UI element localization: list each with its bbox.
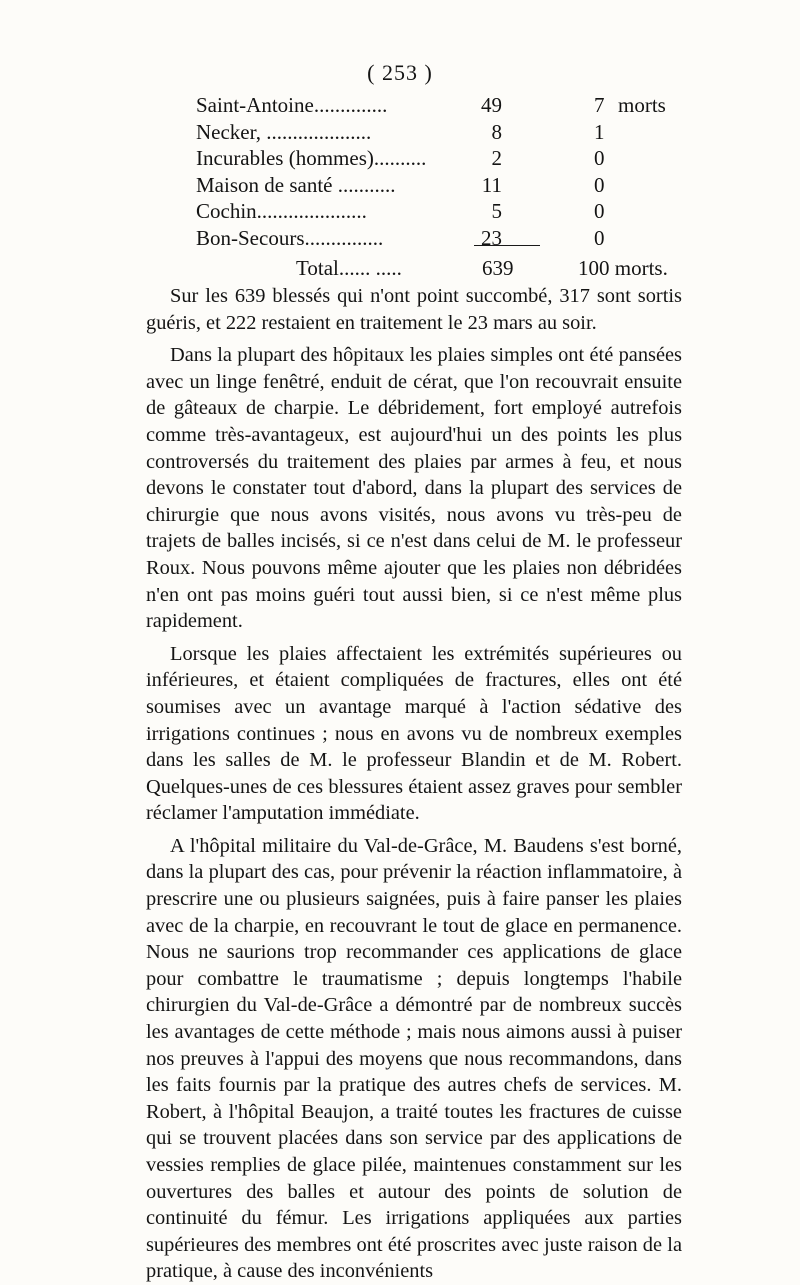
death-count: 0 bbox=[594, 146, 605, 170]
wounded-count: 11 bbox=[481, 172, 502, 197]
wounded-count: 23 bbox=[481, 225, 502, 250]
table-row bbox=[196, 145, 666, 172]
hospital-name: Necker, .................... bbox=[196, 119, 372, 144]
table-row bbox=[196, 198, 666, 225]
total-row bbox=[196, 256, 696, 282]
death-count: 0 bbox=[594, 225, 605, 250]
total-deaths: 100 morts. bbox=[578, 256, 668, 280]
paragraph: Dans la plupart des hôpitaux les plaies simples ont été pansées avec un linge fenêtré, enduit de cérat, que l'on recouvrait ensuite de gâteaux de charpie. Le débridement, fort employé autrefois comme très-avantageux, est aujourd'hui un des points les plus controversés du traitement des plaies par armes à feu, et nous devons le constater tout d'abord, dans la plupart des services de chirurgie que nous avons visités, nous avons vu très-peu de trajets de balles incisés, si ce n'est dans celui de M. le professeur Roux. Nous pouvons même ajouter que les plaies non débridées n'en ont pas moins guéri tout aussi bien, si ce n'est même plus rapidement. bbox=[146, 344, 682, 633]
page-number: ( 253 ) bbox=[367, 60, 433, 85]
hospital-name: Bon-Secours............... bbox=[196, 225, 384, 250]
table-row bbox=[196, 119, 666, 146]
hospital-name: Saint-Antoine.............. bbox=[196, 93, 388, 117]
death-count: 1 bbox=[594, 119, 605, 144]
wounded-count: 5 bbox=[491, 199, 502, 223]
wounded-count: 8 bbox=[491, 119, 502, 144]
hospital-name: Cochin..................... bbox=[196, 199, 367, 223]
table-row bbox=[196, 92, 666, 119]
sum-rule bbox=[474, 245, 540, 246]
table-row bbox=[196, 172, 666, 199]
wounded-count: 2 bbox=[491, 146, 502, 170]
hospital-name: Incurables (hommes).......... bbox=[196, 146, 427, 170]
casualty-table bbox=[196, 92, 666, 251]
death-count: 7 bbox=[594, 93, 605, 117]
death-unit: morts bbox=[618, 93, 666, 117]
total-label: Total...... ..... bbox=[296, 256, 402, 280]
body-text bbox=[146, 283, 682, 1285]
total-wounded: 639 bbox=[482, 256, 514, 280]
death-count: 0 bbox=[594, 172, 605, 197]
hospital-name: Maison de santé ........... bbox=[196, 172, 396, 197]
wounded-count: 49 bbox=[481, 93, 502, 117]
paragraph: Lorsque les plaies affectaient les extrémités supérieures ou inférieures, et étaient compliquées de fractures, elles ont été soumises avec un avantage marqué à l'action sédative des irrigations continues ; nous en avons vu de nombreux exemples dans les salles de M. le professeur Blandin et de M. Robert. Quelques-unes de ces blessures étaient assez graves pour sembler réclamer l'amputation immédiate. bbox=[146, 642, 682, 825]
paragraph: A l'hôpital militaire du Val-de-Grâce, M. Baudens s'est borné, dans la plupart des cas, pour prévenir la réaction inflammatoire, à prescrire une ou plusieurs saignées, puis à faire panser les plaies avec de la charpie, en recouvrant le tout de glace en permanence. Nous ne saurions trop recommander ces applications de glace pour combattre le traumatisme ; depuis longtemps l'habile chirurgien du Val-de-Grâce a démontré par de nombreux succès les avantages de cette méthode ; mais nous aimons aussi à puiser nos preuves à l'appui des moyens que nous recommandons, dans les faits fournis par la pratique des autres chefs de services. M. Robert, à l'hôpital Beaujon, a traité toutes les fractures de cuisse qui se trouvent placées dans son service par des applications de vessies remplies de glace pilée, maintenues constamment sur les ouvertures des balles et autour des points de solution de continuité du fémur. Les irrigations appliquées aux parties supérieures des membres ont été proscrites avec juste raison de la pratique, à cause des inconvénients bbox=[146, 834, 682, 1283]
paragraph: Sur les 639 blessés qui n'ont point succombé, 317 sont sortis guéris, et 222 restaient en traitement le 23 mars au soir. bbox=[146, 285, 682, 334]
table-row bbox=[196, 225, 666, 252]
death-count: 0 bbox=[594, 199, 605, 223]
